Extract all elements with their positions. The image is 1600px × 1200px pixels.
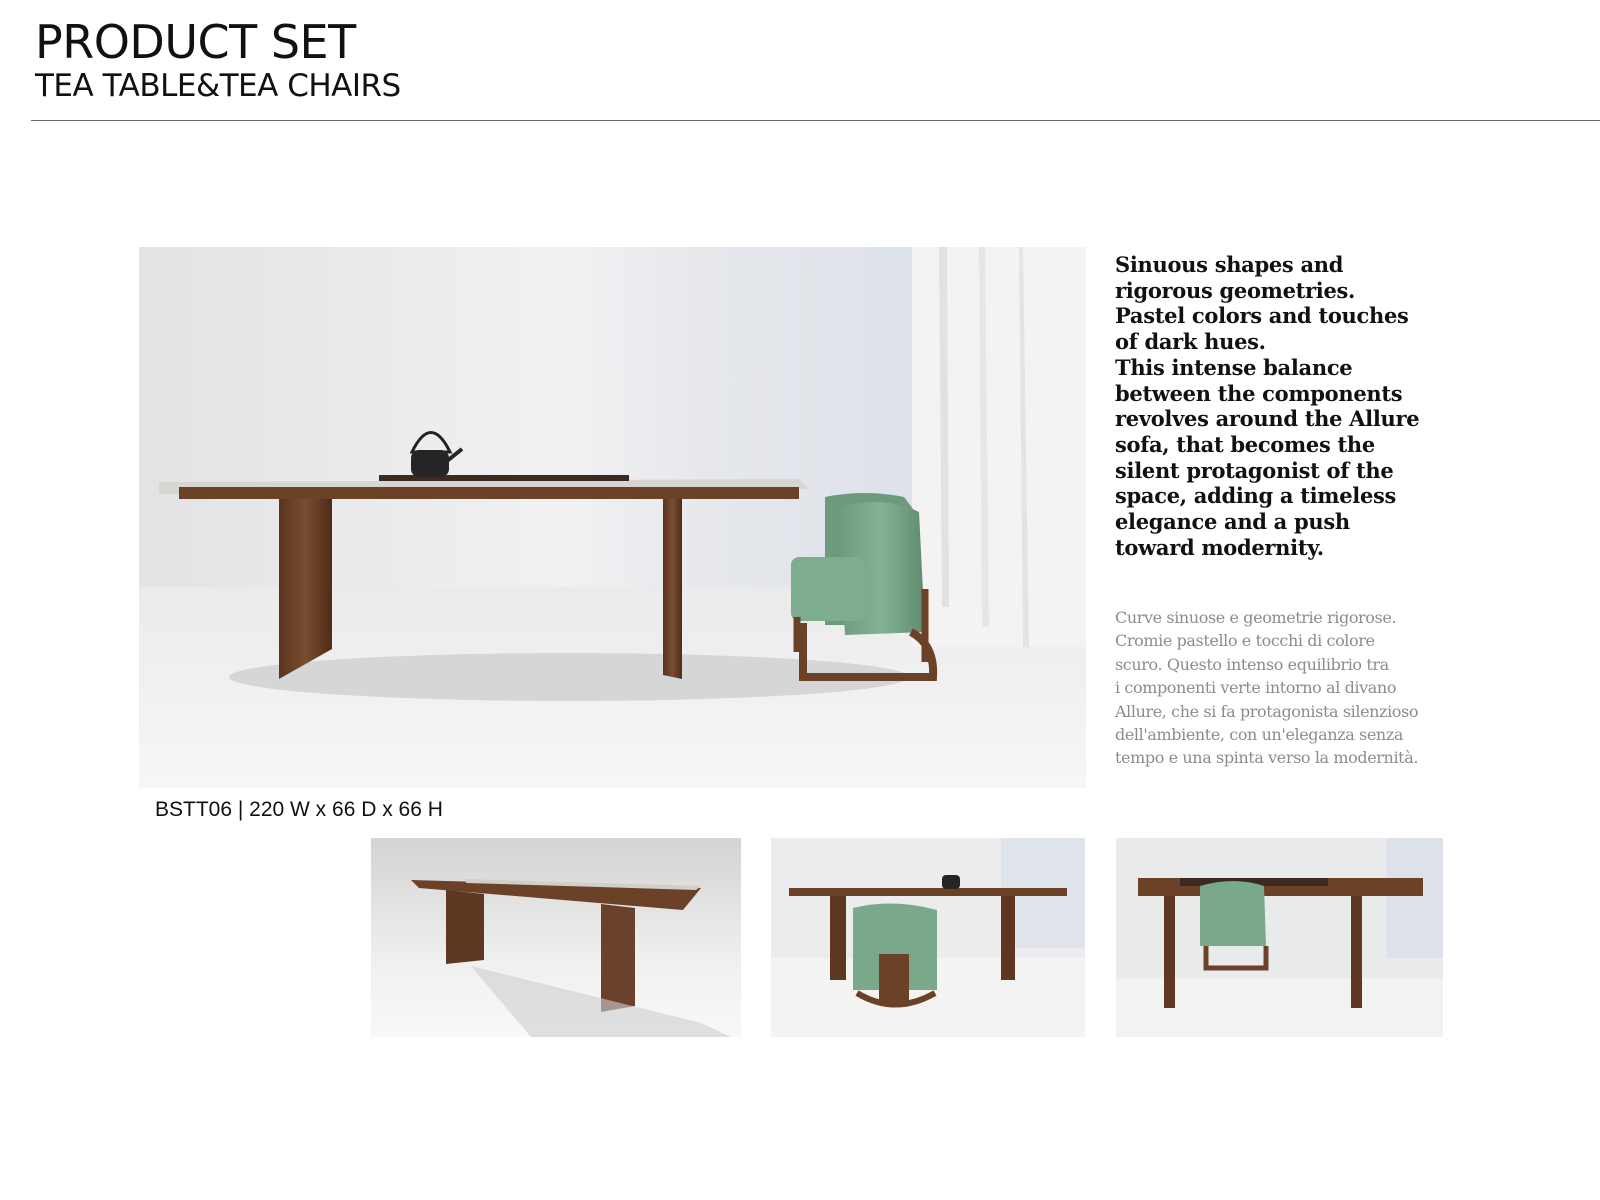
description-line: tempo e una spinta verso la modernità. [1115,748,1419,768]
hero-product-photo [139,247,1086,788]
description-italian [1115,606,1455,770]
description-line: of dark hues. [1115,329,1266,355]
description-line: between the components [1115,380,1403,406]
description-line: This intense balance [1115,354,1353,380]
description-line: i componenti verte intorno al divano [1115,678,1397,698]
description-line: rigorous geometries. [1115,277,1356,303]
description-line: silent protagonist of the [1115,457,1394,483]
description-line: dell'ambiente, con un'eleganza senza [1115,725,1403,745]
thumbnail-table-angle [371,838,741,1037]
thumbnail-table-chair-front [771,838,1085,1037]
description-line: scuro. Questo intenso equilibrio tra [1115,654,1389,674]
description-line: toward modernity. [1115,534,1324,560]
description-line: Curve sinuose e geometrie rigorose. [1115,608,1397,627]
product-caption: BSTT06 | 220 W x 66 D x 66 H [155,798,443,821]
description-line: Cromie pastello e tocchi di colore [1115,631,1375,651]
description-line: elegance and a push [1115,509,1350,535]
thumbnail-table-chair-side [1116,838,1443,1037]
description-english [1115,252,1445,560]
description-line: space, adding a timeless [1115,483,1397,509]
description-line: Allure, che si fa protagonista silenzioso [1115,701,1419,721]
description-line: revolves around the Allure [1115,406,1420,432]
header-divider [31,120,1600,121]
page-title: PRODUCT SET [35,15,356,69]
description-line: sofa, that becomes the [1115,431,1375,457]
description-line: Pastel colors and touches [1115,303,1409,329]
page-subtitle: TEA TABLE&TEA CHAIRS [35,68,401,104]
description-line: Sinuous shapes and [1115,252,1344,277]
